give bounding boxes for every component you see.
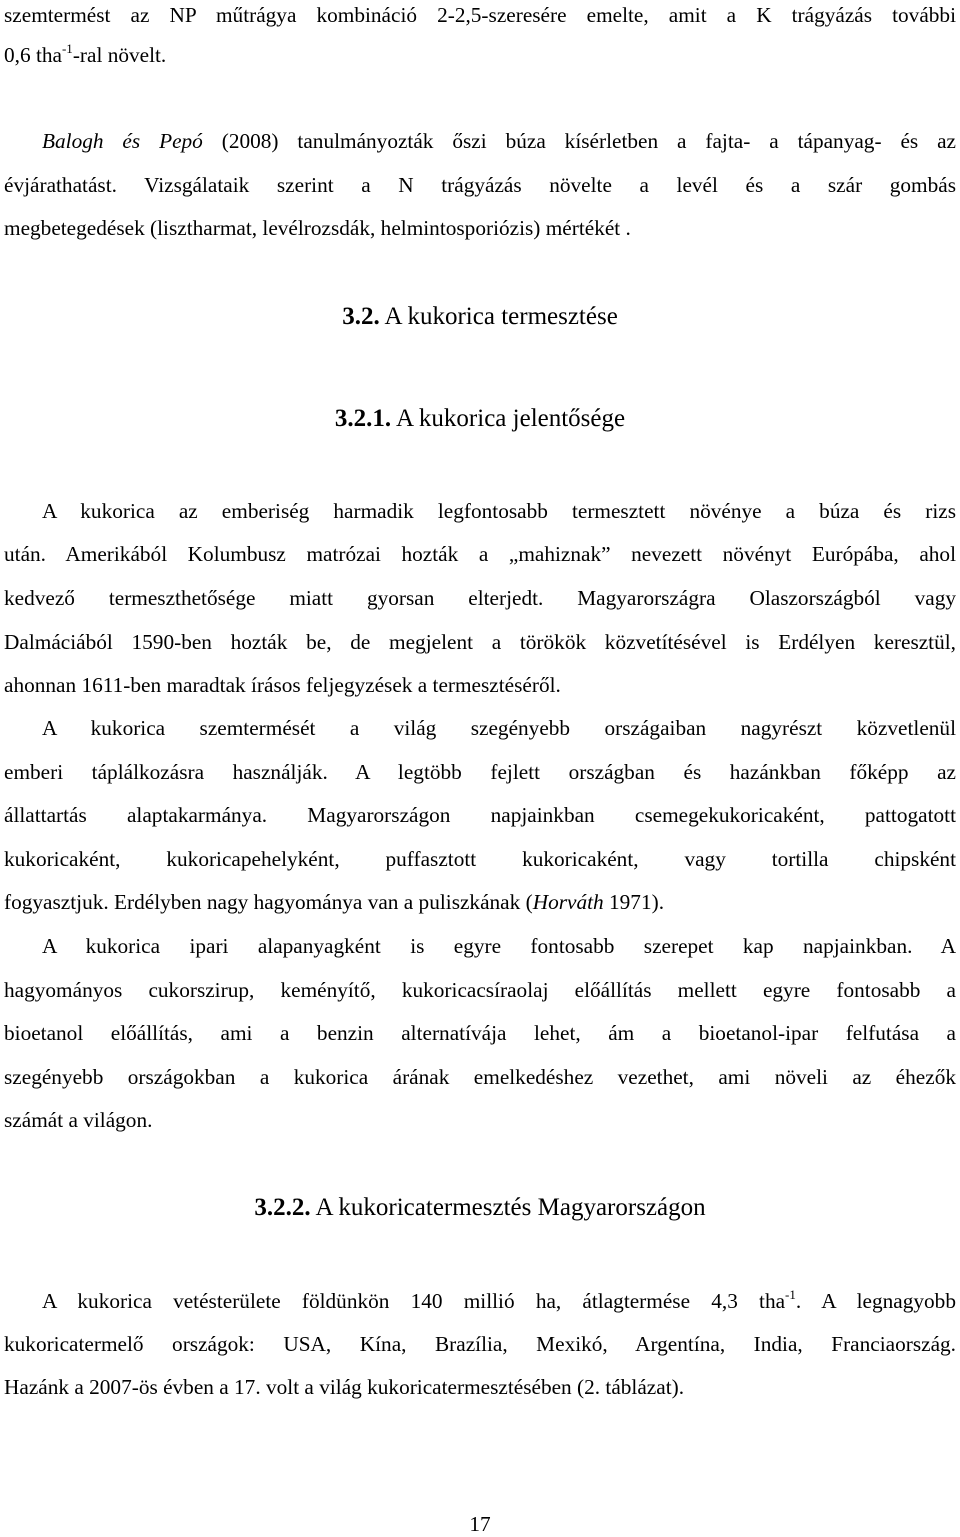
paragraph-line — [4, 975, 956, 1005]
text-span: A kukorica szemtermését a világ szegényebb országaiban nagyrészt közvetlenül — [42, 716, 956, 740]
paragraph-line — [4, 757, 956, 787]
subsection-heading — [0, 1192, 960, 1224]
text-span: számát a világon. — [4, 1108, 153, 1132]
section-heading — [0, 301, 960, 333]
text-span: kedvező termeszthetősége miatt gyorsan elterjedt. Magyarországra Olaszországból vagy — [4, 586, 956, 610]
text-span: 1971). — [603, 890, 665, 914]
section-number: 3.2.1. — [334, 405, 392, 432]
text-span: (2008) tanulmányozták őszi búza kísérletben a fajta- a tápanyag- és az — [202, 129, 956, 153]
text-span: -ral növelt. — [72, 43, 167, 67]
paragraph-line — [42, 713, 956, 743]
subsection-heading — [0, 403, 960, 435]
paragraph-line — [4, 887, 956, 917]
paragraph-line — [4, 627, 956, 657]
section-title: A kukorica jelentősége — [391, 405, 626, 432]
section-number: 3.2. — [342, 303, 380, 330]
paragraph-line — [4, 1372, 956, 1402]
citation-author: Horváth — [532, 890, 604, 914]
superscript: -1 — [61, 41, 73, 56]
text-span: A kukorica vetésterülete földünkön 140 millió ha, átlagtermése 4,3 tha — [42, 1289, 786, 1313]
text-span: kukoricaként, kukoricapehelyként, puffasztott kukoricaként, vagy tortilla chipsként — [4, 847, 956, 871]
text-span: bioetanol előállítás, ami a benzin alternatívája lehet, ám a bioetanol-ipar felfutása a — [4, 1021, 956, 1045]
paragraph-line — [4, 1329, 956, 1359]
section-number: 3.2.2. — [254, 1194, 311, 1221]
text-span: szegényebb országokban a kukorica árának emelkedéshez vezethet, ami növeli az éhezők — [4, 1065, 956, 1089]
page-number: 17 — [469, 1512, 491, 1536]
section-title: A kukoricatermesztés Magyarországon — [310, 1194, 706, 1221]
text-span: ahonnan 1611-ben maradtak írásos feljegyzések a termesztéséről. — [4, 673, 561, 697]
text-span: . A legnagyobb — [795, 1289, 956, 1313]
text-span: szemtermést az NP műtrágya kombináció 2-2,5-szeresére emelte, amit a K trágyázás további — [4, 3, 956, 27]
text-span: 0,6 tha — [4, 43, 62, 67]
paragraph-line — [4, 1018, 956, 1048]
text-span: hagyományos cukorszirup, keményítő, kukoricacsíraolaj előállítás mellett egyre fontosabb a — [4, 978, 956, 1002]
paragraph-line — [4, 40, 956, 70]
text-span: évjárathatást. Vizsgálataik szerint a N trágyázás növelte a levél és a szár gombás — [4, 173, 956, 197]
text-span: emberi táplálkozásra használják. A legtöbb fejlett országban és hazánkban főképp az — [4, 760, 956, 784]
paragraph-line — [4, 1105, 956, 1135]
paragraph-line — [4, 844, 956, 874]
text-span: megbetegedések (lisztharmat, levélrozsdák, helmintosporiózis) mértékét . — [4, 216, 631, 240]
paragraph-line — [4, 213, 956, 243]
paragraph-line — [4, 670, 956, 700]
paragraph-line — [4, 170, 956, 200]
text-span: A kukorica ipari alapanyagként is egyre fontosabb szerepet kap napjainkban. A — [42, 934, 956, 958]
text-span: Hazánk a 2007-ös évben a 17. volt a világ kukoricatermesztésében (2. táblázat). — [4, 1375, 685, 1399]
citation-author: Balogh és Pepó — [42, 129, 203, 153]
paragraph-line — [42, 126, 956, 156]
paragraph-line — [4, 800, 956, 830]
paragraph-line — [4, 583, 956, 613]
paragraph-line — [42, 1286, 956, 1316]
paragraph-line — [4, 539, 956, 569]
text-span: állattartás alaptakarmánya. Magyarországon napjainkban csemegekukoricaként, pattogatott — [4, 803, 956, 827]
paragraph-line — [42, 931, 956, 961]
superscript: -1 — [785, 1287, 796, 1302]
paragraph-line — [4, 0, 956, 30]
section-title: A kukorica termesztése — [379, 303, 618, 330]
text-span: Dalmáciából 1590-ben hozták be, de megjelent a törökök közvetítésével is Erdélyen keresztül, — [4, 630, 956, 654]
text-span: fogyasztjuk. Erdélyben nagy hagyománya van a puliszkának ( — [4, 890, 533, 914]
paragraph-line — [42, 496, 956, 526]
text-span: után. Amerikából Kolumbusz matrózai hozták a „mahiznak” nevezett növényt Európába, ahol — [4, 542, 956, 566]
text-span: kukoricatermelő országok: USA, Kína, Brazília, Mexikó, Argentína, India, Franciaország. — [4, 1332, 956, 1356]
text-span: A kukorica az emberiség harmadik legfontosabb termesztett növénye a búza és rizs — [42, 499, 956, 523]
paragraph-line — [4, 1062, 956, 1092]
